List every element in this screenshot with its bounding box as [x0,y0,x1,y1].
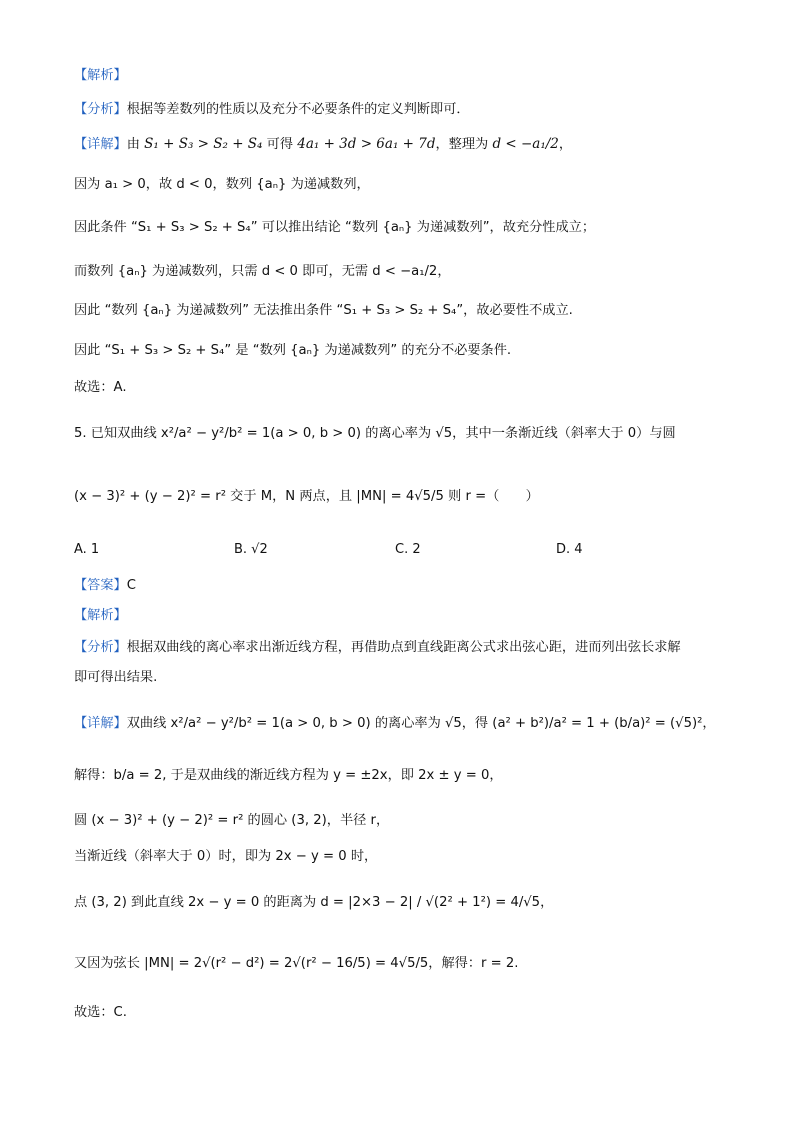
math-inequality: d < −a₁/2 [492,136,559,152]
analysis-brief-text: 根据双曲线的离心率求出渐近线方程，再借助点到直线距离公式求出弦心距，进而列出弦长求解 [126,640,681,655]
choice-line-2: 故选：C. [74,1005,127,1020]
detail-line-2: 因为 a₁ > 0，故 d < 0，数列 {aₙ} 为递减数列， [74,177,370,192]
detail2-line-3: 圆 (x − 3)² + (y − 2)² = r² 的圆心 (3, 2)，半径 r， [74,813,390,828]
detail2-line-4: 当渐近线（斜率大于 0）时，即为 2x − y = 0 时， [74,849,378,864]
question-5-stem-2: (x − 3)² + (y − 2)² = r² 交于 M，N 两点，且 |MN| = 4√5/5 则 r =（ ） [74,489,539,504]
analysis-brief-tag: 【分析】 [74,640,127,655]
answer-tag: 【答案】 [74,578,127,593]
analysis-brief-tag: 【分析】 [74,102,127,117]
option-b: B. √2 [234,542,268,557]
detail2-line-5: 点 (3, 2) 到此直线 2x − y = 0 的距离为 d = |2×3 − 2| / √(2² + 1²) = 4/√5， [74,895,554,910]
detail-text: ，整理为 [435,137,493,152]
analysis-heading-2: 【解析】 [74,608,127,623]
option-c: C. 2 [395,542,421,557]
detail-line-3: 因此条件 “S₁ + S₃ > S₂ + S₄” 可以推出结论 “数列 {aₙ} 为递减数列”，故充分性成立； [74,220,596,235]
detail-line-1 [74,134,572,155]
option-d: D. 4 [556,542,583,557]
math-inequality: 4a₁ + 3d > 6a₁ + 7d [297,136,436,152]
detail-text: 可得 [262,137,298,152]
detail2-line-2: 解得：b/a = 2, 于是双曲线的渐近线方程为 y = ±2x，即 2x ± y = 0， [74,768,503,783]
analysis-brief-2-cont: 即可得出结果. [74,670,158,685]
analysis-brief-2 [74,638,681,658]
answer-line [74,576,136,596]
analysis-brief-text: 根据等差数列的性质以及充分不必要条件的定义判断即可． [126,102,470,117]
detail-tag: 【详解】 [74,716,127,731]
detail-text: ， [558,137,573,152]
analysis-heading: 【解析】 [74,68,127,83]
detail2-line-1 [74,714,716,734]
answer-value: C [126,578,136,593]
detail-line-5: 因此 “数列 {aₙ} 为递减数列” 无法推出条件 “S₁ + S₃ > S₂ + S₄”，故必要性不成立. [74,303,573,318]
detail-text: 双曲线 x²/a² − y²/b² = 1(a > 0, b > 0) 的离心率为 √5，得 (a² + b²)/a² = 1 + (b/a)² = (√5)²， [126,716,716,731]
analysis-brief [74,100,470,120]
option-a: A. 1 [74,542,100,557]
choice-line: 故选：A. [74,380,127,395]
detail-text: 由 [126,137,145,152]
question-5-stem-1: 5. 已知双曲线 x²/a² − y²/b² = 1(a > 0, b > 0) 的离心率为 √5，其中一条渐近线（斜率大于 0）与圆 [74,426,676,441]
detail-tag: 【详解】 [74,137,127,152]
math-inequality: S₁ + S₃ > S₂ + S₄ [144,136,263,152]
detail-line-4: 而数列 {aₙ} 为递减数列，只需 d < 0 即可，无需 d < −a₁/2， [74,264,451,279]
detail-line-6: 因此 “S₁ + S₃ > S₂ + S₄” 是 “数列 {aₙ} 为递减数列” 的充分不必要条件. [74,343,512,358]
detail2-line-6: 又因为弦长 |MN| = 2√(r² − d²) = 2√(r² − 16/5) = 4√5/5，解得：r = 2. [74,956,519,971]
